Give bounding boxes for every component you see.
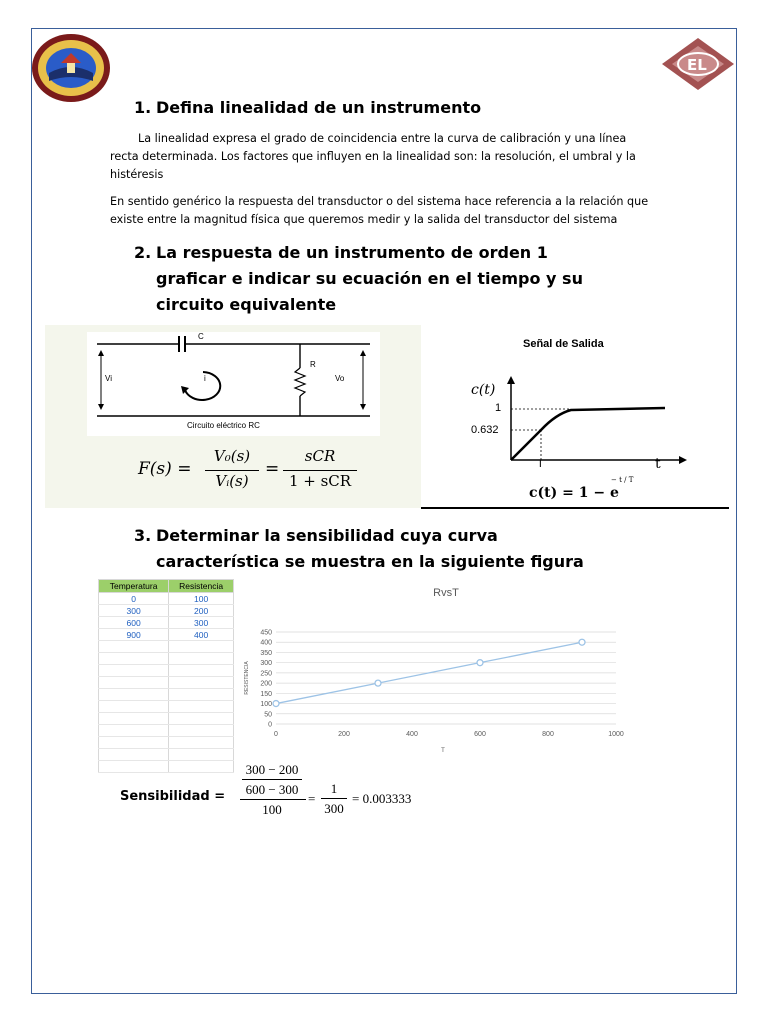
chart-xtick-label: 200: [338, 731, 350, 738]
sensitivity-frac2-den: 300: [324, 801, 344, 816]
q1-title: Defina linealidad de un instrumento: [156, 98, 482, 117]
table-cell-resistencia: 200: [169, 605, 234, 617]
transfer-den2: 1 + sCR: [288, 472, 352, 490]
q3-title-line2: característica se muestra en la siguiente figura: [156, 552, 584, 571]
q1-heading: [134, 98, 481, 117]
table-empty-cell: [169, 749, 234, 761]
chart-xtick-label: 800: [542, 731, 554, 738]
q1-number: 1.: [134, 98, 152, 117]
sensitivity-label: Sensibilidad =: [120, 789, 226, 804]
sensitivity-top-num: 300 − 200: [245, 762, 299, 777]
q1-para2-line2: existe entre la magnitud física que queremos medir y la salida del transductor del sistema: [110, 213, 618, 226]
chart-ytick-label: 350: [260, 649, 272, 657]
table-row: [99, 617, 234, 629]
capacitor-label: C: [198, 332, 204, 341]
table-empty-cell: [169, 701, 234, 713]
current-label: i: [204, 374, 206, 383]
circuit-caption: Circuito eléctrico RC: [187, 421, 260, 430]
q1-paragraph-2: [110, 193, 670, 229]
table-empty-row: [99, 701, 234, 713]
chart-ytick-label: 200: [260, 680, 272, 688]
transfer-frac2-line: [283, 470, 357, 471]
output-graph-ytick-0632: 0.632: [471, 424, 499, 436]
chart-data-point: [579, 639, 585, 645]
q2-title-line2: graficar e indicar su ecuación en el tiempo y su: [156, 269, 583, 288]
output-graph-equation: c(t) = 1 − e: [529, 485, 619, 501]
table-empty-row: [99, 665, 234, 677]
table-empty-cell: [99, 713, 169, 725]
table-empty-row: [99, 677, 234, 689]
table-empty-cell: [99, 689, 169, 701]
table-empty-row: [99, 749, 234, 761]
table-empty-row: [99, 689, 234, 701]
sensitivity-frac2-line: [321, 798, 347, 799]
output-signal-graph: [421, 332, 729, 507]
table-empty-cell: [169, 665, 234, 677]
transfer-frac1-line: [205, 470, 259, 471]
table-cell-resistencia: 400: [169, 629, 234, 641]
table-empty-cell: [99, 749, 169, 761]
table-empty-cell: [99, 677, 169, 689]
chart-ytick-label: 400: [260, 639, 272, 647]
chart-data-point: [477, 660, 483, 666]
chart-xtick-label: 400: [406, 731, 418, 738]
chart-ytick-label: 100: [260, 701, 272, 709]
q2-title-line1: La respuesta de un instrumento de orden 1: [156, 243, 548, 262]
output-graph-xtick-T: T: [537, 458, 544, 470]
chart-ytick-label: 50: [264, 711, 272, 719]
table-row: [99, 605, 234, 617]
transfer-lhs: F(s) =: [138, 459, 192, 479]
sensitivity-inner-line: [242, 779, 302, 780]
temperature-resistance-table: [98, 579, 234, 761]
transfer-den1: Vᵢ(s): [215, 472, 249, 490]
transfer-num2: sCR: [304, 447, 336, 465]
q3-number: 3.: [134, 526, 152, 545]
sensitivity-bottom: 100: [262, 802, 282, 817]
resistor-label: R: [310, 360, 316, 369]
table-cell-temperatura: 900: [99, 629, 169, 641]
table-row: [99, 593, 234, 605]
output-graph-exponent: − t / T: [611, 476, 634, 484]
transfer-function-equation: [135, 442, 395, 500]
vin-label: Vi: [105, 374, 112, 383]
table-empty-row: [99, 725, 234, 737]
table-empty-cell: [169, 713, 234, 725]
chart-xtick-label: 600: [474, 731, 486, 738]
chart-ytick-label: 150: [260, 690, 272, 698]
table-empty-cell: [99, 641, 169, 653]
output-graph-ytick-1: 1: [495, 402, 502, 414]
q3-heading: [134, 523, 584, 575]
q1-para1-line2: recta determinada. Los factores que influyen en la linealidad son: la resolución, el umbral y la: [110, 150, 636, 163]
q1-para1-line3: histéresis: [110, 168, 164, 181]
sensitivity-eq1: =: [308, 791, 316, 806]
q2-title-line3: circuito equivalente: [156, 295, 337, 314]
table-cell-resistencia: 300: [169, 617, 234, 629]
chart-xtick-label: 1000: [608, 731, 624, 738]
table-empty-row: [99, 653, 234, 665]
chart-ylabel: RESISTENCIA: [244, 661, 250, 695]
sensitivity-formula: [120, 760, 520, 820]
table-cell-resistencia: 100: [169, 593, 234, 605]
chart-xtick-label: 0: [274, 731, 278, 738]
section-rule: [421, 507, 729, 509]
table-cell-temperatura: 0: [99, 593, 169, 605]
table-empty-cell: [99, 737, 169, 749]
chart-ytick-label: 0: [268, 721, 272, 729]
table-header-resistencia: Resistencia: [169, 580, 234, 593]
table-header-temperatura: Temperatura: [99, 580, 169, 593]
table-empty-cell: [99, 665, 169, 677]
table-empty-cell: [99, 653, 169, 665]
table-empty-cell: [169, 725, 234, 737]
table-empty-cell: [169, 677, 234, 689]
svg-text:EL: EL: [687, 56, 707, 74]
rvst-chart: [236, 580, 636, 758]
output-graph-title: Señal de Salida: [523, 338, 604, 350]
q1-paragraph-1: [110, 130, 670, 184]
table-empty-cell: [169, 689, 234, 701]
chart-xlabel: T: [441, 748, 445, 754]
table-cell-temperatura: 300: [99, 605, 169, 617]
q3-title-line1: Determinar la sensibilidad cuya curva: [156, 526, 498, 545]
sensitivity-frac2-num: 1: [330, 781, 338, 796]
table-empty-cell: [169, 653, 234, 665]
table-empty-row: [99, 641, 234, 653]
rc-circuit-diagram: [87, 332, 380, 436]
vout-label: Vo: [335, 374, 345, 383]
table-empty-cell: [169, 641, 234, 653]
chart-ytick-label: 450: [260, 629, 272, 637]
table-empty-row: [99, 713, 234, 725]
chart-data-point: [375, 680, 381, 686]
sensitivity-top-den: 600 − 300: [245, 782, 299, 797]
table-cell-temperatura: 600: [99, 617, 169, 629]
chart-ytick-label: 300: [260, 660, 272, 668]
table-header-row: [99, 580, 234, 593]
chart-title: RvsT: [433, 587, 459, 599]
table-row: [99, 629, 234, 641]
q2-heading: [134, 240, 583, 318]
table-empty-cell: [169, 737, 234, 749]
output-graph-ylabel: c(t): [471, 382, 496, 398]
sensitivity-result: = 0.003333: [352, 791, 412, 806]
q1-para1-line1: La linealidad expresa el grado de coincidencia entre la curva de calibración y una línea: [138, 132, 627, 145]
sensitivity-main-line: [240, 799, 306, 800]
transfer-eq: =: [265, 459, 280, 479]
q1-para2-line1: En sentido genérico la respuesta del transductor o del sistema hace referencia a la relación que: [110, 195, 649, 208]
transfer-num1: V₀(s): [213, 447, 251, 465]
table-empty-cell: [99, 701, 169, 713]
chart-data-point: [273, 701, 279, 707]
q2-number: 2.: [134, 243, 152, 262]
university-seal-logo: [31, 33, 111, 103]
table-empty-cell: [99, 725, 169, 737]
table-empty-row: [99, 737, 234, 749]
chart-ytick-label: 250: [260, 670, 272, 678]
output-graph-xlabel: t: [655, 456, 661, 472]
el-department-logo: [660, 36, 736, 92]
